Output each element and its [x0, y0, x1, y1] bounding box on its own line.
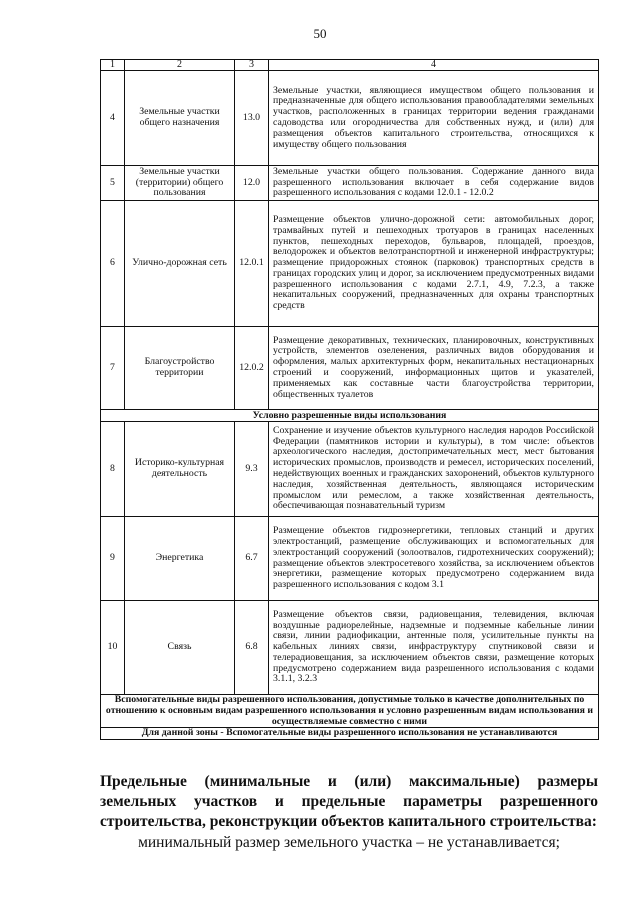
- limits-line: минимальный размер земельного участка – не устанавливается;: [138, 834, 560, 851]
- section-header-auxiliary: [101, 695, 599, 728]
- use-type-code: 12.0: [235, 166, 269, 201]
- header-cell-1: 1: [101, 60, 125, 71]
- header-cell-4: 4: [269, 60, 599, 71]
- use-type-name: Земельные участки (территории) общего пользования: [125, 166, 235, 201]
- use-type-name: Благоустройство территории: [125, 327, 235, 410]
- table-row: [101, 327, 599, 410]
- table-row: [101, 422, 599, 517]
- use-type-code: 12.0.1: [235, 201, 269, 327]
- use-type-description: Размещение объектов связи, радиовещания, телевидения, включая воздушные радиорелейные, надземные и подземные кабельные линии связи, линии радиофикации, антенные поля, усилительные пункты на кабельных линиях связи, инфраструктуру спутниковой связи и телерадиовещания, за исключением объектов связи, размещение которых предусмотрено содержанием вида разрешенного использования с кодами 3.1.1, 3.2.3: [269, 601, 599, 695]
- use-type-code: 9.3: [235, 422, 269, 517]
- zone-note: Для данной зоны - Вспомогательные виды разрешенного использования не устанавливаются: [101, 728, 599, 740]
- use-type-code: 6.8: [235, 601, 269, 695]
- table-row: [101, 601, 599, 695]
- limits-heading: Предельные (минимальные и (или) максимальные) размеры земельных участков и предельные параметры разрешенного строительства, реконструкции объектов капитального строительства:: [100, 773, 598, 830]
- row-number: 7: [101, 327, 125, 410]
- use-type-name: Земельные участки общего назначения: [125, 71, 235, 166]
- header-cell-2: 2: [125, 60, 235, 71]
- use-type-code: 6.7: [235, 517, 269, 601]
- use-type-description: Размещение объектов гидроэнергетики, тепловых станций и других электростанций, размещение обслуживающих и вспомогательных для электростанций сооружений (золоотвалов, гидротехнических сооружений); размещение объектов электросетевого хозяйства, за исключением объектов энергетики, размещение которых предусмотрено содержанием вида разрешенного использования с кодом 3.1: [269, 517, 599, 601]
- auxiliary-title: Вспомогательные виды разрешенного использования, допустимые только в качестве дополнительных по отношению к основным видам разрешенного использования и условно разрешенным видам использования и осуществляемые совместно с ними: [101, 695, 599, 728]
- table-header-row: [101, 60, 599, 71]
- page-number: 50: [313, 26, 327, 41]
- row-number: 8: [101, 422, 125, 517]
- use-type-description: Земельные участки общего пользования. Содержание данного вида разрешенного использования включает в себя содержание видов разрешенного использования с кодами 12.0.1 - 12.0.2: [269, 166, 599, 201]
- row-number: 5: [101, 166, 125, 201]
- use-type-description: Размещение декоративных, технических, планировочных, конструктивных устройств, элементов озеленения, различных видов оборудования и оформления, малых архитектурных форм, некапитальных нестационарных строений и сооружений, информационных щитов и указателей, применяемых как составные части благоустройства территории, общественных туалетов: [269, 327, 599, 410]
- use-type-code: 13.0: [235, 71, 269, 166]
- header-cell-3: 3: [235, 60, 269, 71]
- section-header-conditional: [101, 410, 599, 422]
- use-type-name: Улично-дорожная сеть: [125, 201, 235, 327]
- row-number: 6: [101, 201, 125, 327]
- row-number: 4: [101, 71, 125, 166]
- zone-note-row: [101, 728, 599, 740]
- row-number: 9: [101, 517, 125, 601]
- use-type-name: Связь: [125, 601, 235, 695]
- use-type-code: 12.0.2: [235, 327, 269, 410]
- section-title: Условно разрешенные виды использования: [101, 410, 599, 422]
- use-type-name: Историко-культурная деятельность: [125, 422, 235, 517]
- use-type-description: Земельные участки, являющиеся имуществом общего пользования и предназначенные для общего использования правообладателями земельных участков, расположенных в границах территории ведения гражданами садоводства или огородничества для собственных нужд, и (или) для размещения объектов капитального строительства, относящихся к имуществу общего пользования: [269, 71, 599, 166]
- table-row: [101, 166, 599, 201]
- row-number: 10: [101, 601, 125, 695]
- table-row: [101, 201, 599, 327]
- table-row: [101, 71, 599, 166]
- use-type-name: Энергетика: [125, 517, 235, 601]
- land-use-table: [100, 59, 599, 740]
- table-row: [101, 517, 599, 601]
- use-type-description: Размещение объектов улично-дорожной сети: автомобильных дорог, трамвайных путей и пешеходных тротуаров в границах населенных пунктов, пешеходных переходов, бульваров, площадей, проездов, велодорожек и объектов велотранспортной и инженерной инфраструктуры; размещение придорожных стоянок (парковок) транспортных средств в границах городских улиц и дорог, за исключением предусмотренных видами разрешенного использования с кодами 2.7.1, 4.9, 7.2.3, а также некапитальных сооружений, предназначенных для охраны транспортных средств: [269, 201, 599, 327]
- use-type-description: Сохранение и изучение объектов культурного наследия народов Российской Федерации (памятников истории и культуры), в том числе: объектов археологического наследия, достопримечательных мест, мест бытования исторических промыслов, производств и ремесел, исторических поселений, недействующих военных и гражданских захоронений, объектов культурного наследия, хозяйственная деятельность, являющаяся историческим промыслом или ремеслом, а также хозяйственная деятельность, обеспечивающая познавательный туризм: [269, 422, 599, 517]
